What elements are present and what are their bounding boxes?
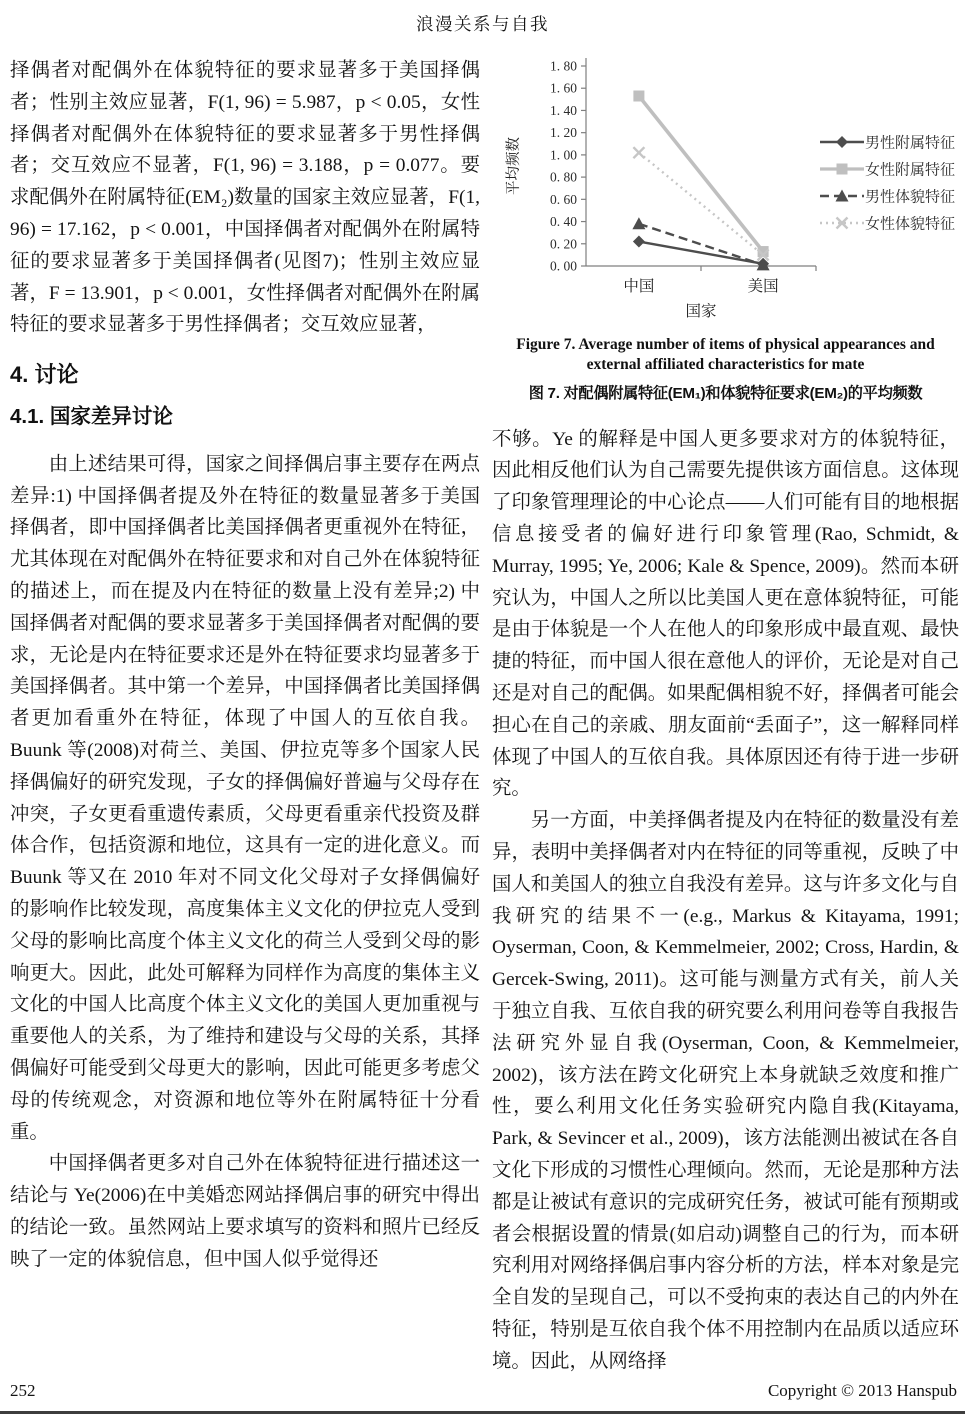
svg-text:女性体貌特征: 女性体貌特征: [865, 216, 956, 233]
svg-text:中国: 中国: [623, 278, 655, 295]
svg-text:1. 00: 1. 00: [550, 147, 577, 163]
svg-text:1. 20: 1. 20: [550, 125, 577, 141]
paragraph-results-continued: 择偶者对配偶外在体貌特征的要求显著多于美国择偶者；性别主效应显著，F(1, 96) = 5.987，p < 0.05，女性择偶者对配偶外在体貌特征的要求显著多于男性择偶者；交互效应不显著，F(1, 96) = 3.188，p = 0.077。要求配偶外在附属特征(EM₂)数量的国家主效应显著，F(1, 96) = 17.162，p < 0.001，中国择偶者对配偶外在附属特征的要求显著多于美国择偶者(见图7)；性别主效应显著，F = 13.901，p < 0.001，女性择偶者对配偶外在附属特征的要求显著多于男性择偶者；交互效应显著，: [10, 60, 480, 336]
svg-text:平均频数: 平均频数: [506, 137, 522, 195]
figure7-caption-zh: 图 7. 对配偶附属特征(EM₁)和体貌特征要求(EM₂)的平均频数: [528, 384, 923, 402]
svg-text:1. 80: 1. 80: [550, 58, 577, 74]
paragraph-appearance-explanation: 不够。Ye 的解释是中国人更多要求对方的体貌特征，因此相反他们认为自己需要先提供该方面信息。这体现了印象管理理论的中心论点——人们可能有目的地根据信息接受者的偏好进行印象管理(Rao, Schmidt, & Murray, 1995; Ye, 2006; Kale & Spence, 2009)。然而本研究认为，中国人之所以比美国人更在意体貌特征，可能是由于体貌是一个人在他人的印象形成中最直观、最快捷的特征，而中国人很在意他人的评价，无论是对自己还是对自己的配偶。如果配偶相貌不好，择偶者可能会担心在自己的亲戚、朋友面前“丢面子”，这一解释同样体现了中国人的互依自我。具体原因还有待于进一步研究。: [492, 428, 959, 800]
copyright-text: Copyright © 2013 Hanspub: [767, 1381, 957, 1400]
paragraph-self-description: 中国择偶者更多对自己外在体貌特征进行描述这一结论与 Ye(2006)在中美婚恋网站择偶启事的研究中得出的结论一致。虽然网站上要求填写的资料和照片已经反映了一定的体貌信息，但中国人似乎觉得还: [10, 1153, 480, 1270]
paragraph-internal-traits: 另一方面，中美择偶者提及内在特征的数量没有差异，表明中美择偶者对内在特征的同等重视，反映了中国人和美国人的独立自我没有差异。这与许多文化与自我研究的结果不一(e.g., Markus & Kitayama, 1991; Oyserman, Coon, & Kemmelmeier, 2002; Cross, Hardin, & Gercek-Swing, 2011)。这可能与测量方式有关，前人关于独立自我、互依自我的研究要么利用问卷等自我报告法研究外显自我(Oyserman, Coon, & Kemmelmeier, 2002)，该方法在跨文化研究上本身就缺乏效度和推广性，要么利用文化任务实验研究内隐自我(Kitayama, Park, & Sevincer et al., 2009)，该方法能测出被试在各自文化下形成的习惯性心理倾向。然而，无论是那种方法都是让被试有意识的完成研究任务，被试可能有预期或者会根据设置的情景(如启动)调整自己的行为，而本研究利用对网络择偶启事内容分析的方法，样本对象是完全自发的呈现自己，可以不受拘束的表达自己的内外在特征，特别是互依自我个体不用控制内在品质以适应环境。因此，从网络择: [492, 810, 959, 1372]
svg-text:国家: 国家: [685, 303, 717, 320]
svg-text:0. 40: 0. 40: [550, 214, 577, 230]
svg-text:0. 20: 0. 20: [550, 236, 577, 252]
svg-text:1. 60: 1. 60: [550, 80, 577, 96]
page-number: 252: [10, 1381, 36, 1400]
left-column: [10, 55, 480, 1275]
svg-text:0. 60: 0. 60: [550, 191, 577, 207]
right-column: [492, 50, 959, 1378]
paragraph-country-differences: 由上述结果可得，国家之间择偶启事主要存在两点差异:1) 中国择偶者提及外在特征的数量显著多于美国择偶者，即中国择偶者比美国择偶者更重视外在特征，尤其体现在对配偶外在特征要求和对自己外在体貌特征的描述上，而在提及内在特征的数量上没有差异;2) 中国择偶者对配偶的要求显著多于美国择偶者对配偶的要求，无论是内在特征要求还是外在特征要求均显著多于美国择偶者。其中第一个差异，中国择偶者比美国择偶者更加看重外在特征，体现了中国人的互依自我。Buunk 等(2008)对荷兰、美国、伊拉克等多个国家人民择偶偏好的研究发现，子女的择偶偏好普遍与父母存在冲突，子女更看重遗传素质，父母更看重亲代投资及群体合作，包括资源和地位，这具有一定的进化意义。而 Buunk 等又在 2010 年对不同文化父母对子女择偶偏好的影响作比较发现，高度集体主义文化的伊拉克人受到父母的影响比高度个体主义文化的荷兰人受到父母的影响更大。因此，此处可解释为同样作为高度的集体主义文化的中国人比高度个体主义文化的美国人更加重视与重要他人的关系，为了维持和建设与父母的关系，其择偶偏好可能受到父母更大的影响，因此可能更多考虑父母的传统观念，对资源和地位等外在附属特征十分看重。: [10, 453, 480, 1143]
svg-text:0. 80: 0. 80: [550, 169, 577, 185]
svg-text:男性附属特征: 男性附属特征: [865, 135, 956, 152]
svg-text:1. 40: 1. 40: [550, 102, 577, 118]
figure7-caption-en: Figure 7. Average number of items of physical appearances and external affiliated characteristics for mate: [516, 335, 935, 373]
svg-text:0. 00: 0. 00: [550, 258, 577, 274]
svg-text:女性附属特征: 女性附属特征: [865, 162, 956, 179]
figure7-chart: [492, 50, 959, 331]
svg-text:美国: 美国: [747, 278, 779, 295]
svg-text:男性体貌特征: 男性体貌特征: [865, 189, 956, 206]
subsection-heading-country-differences: 4.1. 国家差异讨论: [10, 404, 173, 428]
page-header-title: 浪漫关系与自我: [416, 14, 549, 34]
section-heading-discussion: 4. 讨论: [10, 362, 79, 388]
figure7: [492, 50, 959, 410]
